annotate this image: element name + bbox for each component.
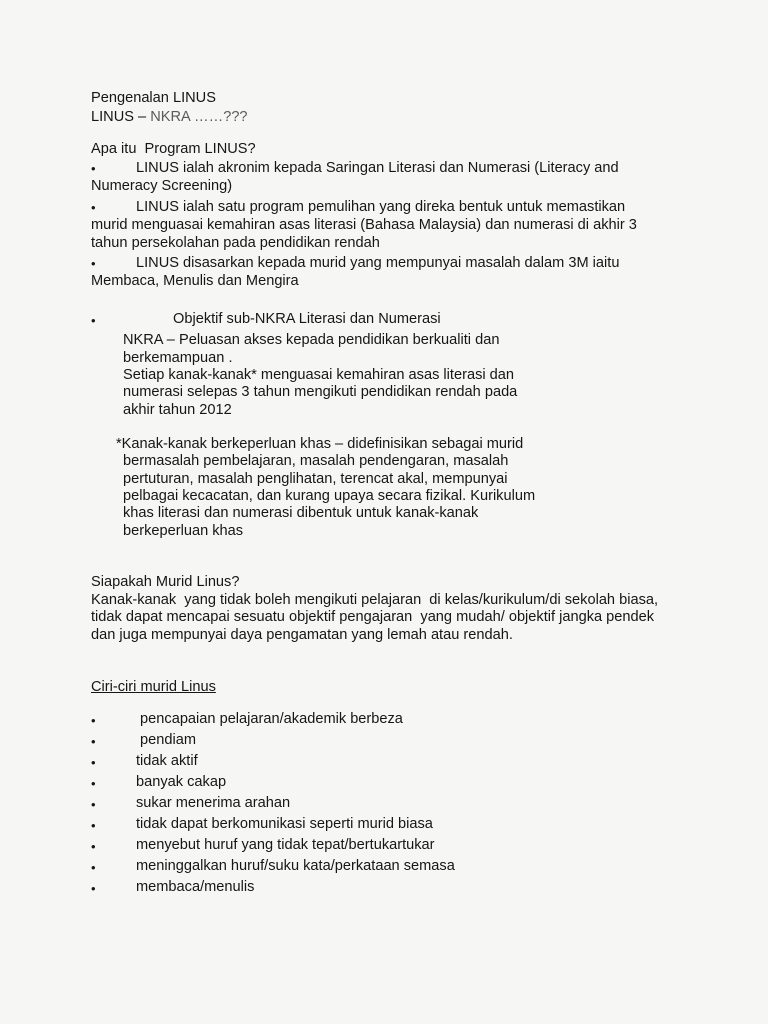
intro-bullet-1-line-1: LINUS ialah akronim kepada Saringan Literasi dan Numerasi (Literacy and (136, 160, 619, 176)
bullet-glyph: • (91, 161, 96, 176)
objective-line-4: numerasi selepas 3 tahun mengikuti pendidikan rendah pada (123, 384, 518, 400)
intro-bullet-2-line-1: LINUS ialah satu program pemulihan yang direka bentuk untuk memastikan (136, 199, 626, 215)
document-subtitle (91, 108, 248, 126)
bullet-glyph: • (91, 818, 96, 833)
trait-item: pencapaian pelajaran/akademik berbeza (136, 711, 403, 727)
bullet-glyph: • (91, 797, 96, 812)
bullet-glyph: • (91, 881, 96, 896)
intro-bullet-3-line-1: LINUS disasarkan kepada murid yang mempunyai masalah dalam 3M iaitu (136, 255, 620, 271)
trait-item: tidak dapat berkomunikasi seperti murid biasa (136, 816, 433, 832)
bullet-glyph: • (91, 755, 96, 770)
objective-line-3: Setiap kanak-kanak* menguasai kemahiran asas literasi dan (123, 367, 515, 383)
who-line-2: tidak dapat mencapai sesuatu objektif pengajaran yang mudah/ objektif jangka pendek (91, 609, 655, 625)
intro-bullet-2-line-2: murid menguasai kemahiran asas literasi (Bahasa Malaysia) dan numerasi di akhir 3 (91, 217, 637, 233)
note-line-5: khas literasi dan numerasi dibentuk untuk kanak-kanak (123, 505, 479, 521)
objective-line-1: NKRA – Peluasan akses kepada pendidikan berkualiti dan (123, 332, 500, 348)
objective-heading: Objektif sub-NKRA Literasi dan Numerasi (173, 311, 441, 327)
bullet-glyph: • (91, 734, 96, 749)
who-line-1: Kanak-kanak yang tidak boleh mengikuti pelajaran di kelas/kurikulum/di sekolah biasa, (91, 592, 659, 608)
trait-item: sukar menerima arahan (136, 795, 291, 811)
who-heading: Siapakah Murid Linus? (91, 574, 240, 590)
intro-bullet-3-line-2: Membaca, Menulis dan Mengira (91, 273, 299, 289)
traits-heading: Ciri-ciri murid Linus (91, 679, 216, 695)
trait-item: pendiam (136, 732, 197, 748)
document-title: Pengenalan LINUS (91, 90, 216, 106)
note-line-6: berkeperluan khas (123, 523, 244, 539)
objective-line-2: berkemampuan . (123, 350, 233, 366)
note-line-3: pertuturan, masalah penglihatan, terencat akal, mempunyai (123, 471, 508, 487)
bullet-glyph: • (91, 776, 96, 791)
note-line-2: bermasalah pembelajaran, masalah pendengaran, masalah (123, 453, 509, 469)
bullet-glyph: • (91, 313, 96, 328)
bullet-glyph: • (91, 256, 96, 271)
trait-item: meninggalkan huruf/suku kata/perkataan semasa (136, 858, 455, 874)
intro-heading: Apa itu Program LINUS? (91, 141, 256, 157)
note-line-4: pelbagai kecacatan, dan kurang upaya secara fizikal. Kurikulum (123, 488, 536, 504)
subtitle-nkra: NKRA ……??? (150, 109, 248, 125)
trait-item: menyebut huruf yang tidak tepat/bertukartukar (136, 837, 435, 853)
trait-item: banyak cakap (136, 774, 227, 790)
who-line-3: dan juga mempunyai daya pengamatan yang lemah atau rendah. (91, 627, 513, 643)
subtitle-linus: LINUS – (91, 109, 151, 125)
bullet-glyph: • (91, 860, 96, 875)
bullet-glyph: • (91, 713, 96, 728)
trait-item: tidak aktif (136, 753, 198, 769)
intro-bullet-2-line-3: tahun persekolahan pada pendidikan rendah (91, 235, 380, 251)
note-line-1: *Kanak-kanak berkeperluan khas – didefinisikan sebagai murid (116, 436, 524, 452)
objective-line-5: akhir tahun 2012 (123, 402, 232, 418)
trait-item: membaca/menulis (136, 879, 255, 895)
intro-bullet-1-line-2: Numeracy Screening) (91, 178, 233, 194)
bullet-glyph: • (91, 200, 96, 215)
bullet-glyph: • (91, 839, 96, 854)
